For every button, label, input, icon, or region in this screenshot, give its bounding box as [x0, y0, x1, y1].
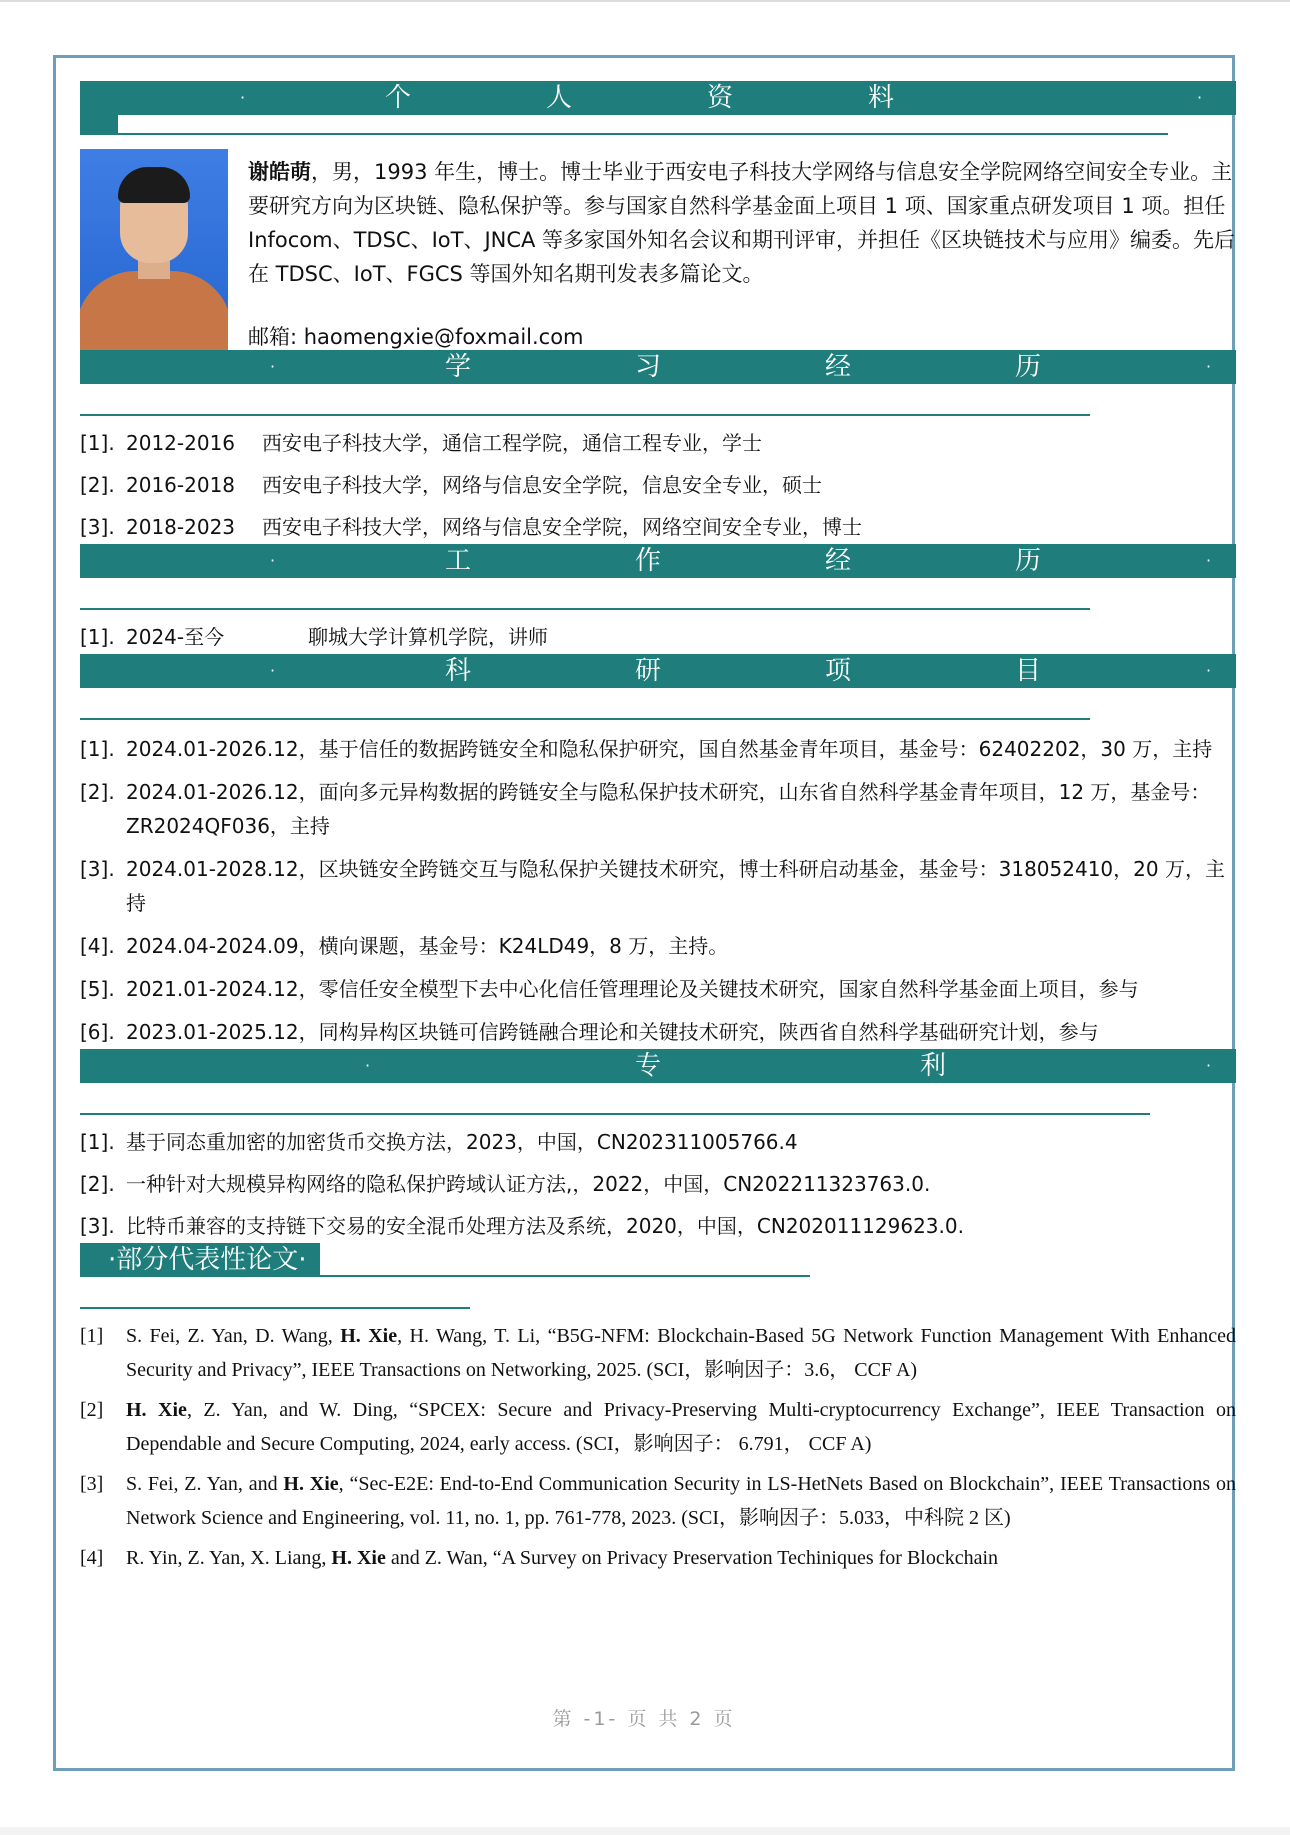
section-title-char: 目 [1015, 656, 1042, 686]
list-item: [1]. 2024.01-2026.12，基于信任的数据跨链安全和隐私保护研究，国自然基金青年项目，基金号：62402202，30 万，主持 [80, 737, 1213, 761]
bullet-dot: · [270, 661, 276, 680]
list-item: [3]. 2024.01-2028.12，区块链安全跨链交互与隐私保护关键技术研究，博士科研启动基金，基金号：318052410，20 万，主持 [80, 857, 1225, 915]
section-title-char: 工 [445, 546, 472, 576]
section-title-char: 作 [635, 546, 662, 576]
section-rule [80, 1113, 1150, 1115]
section-rule [80, 1307, 470, 1309]
section-header-patents [80, 1049, 1236, 1083]
section-header-papers [80, 1243, 320, 1277]
section-title-char: 经 [825, 546, 852, 576]
bullet-dot: · [1206, 357, 1212, 376]
section-title-char: 利 [920, 1051, 947, 1081]
bullet-dot: · [270, 551, 276, 570]
bullet-dot: · [1206, 661, 1212, 680]
bullet-dot: · [1206, 1056, 1212, 1075]
section-rule [320, 1275, 810, 1277]
list-item: [2]. 一种针对大规模异构网络的隐私保护跨域认证方法,，2022，中国，CN202211323763.0. [80, 1172, 931, 1196]
page-footer: 第 -1- 页 共 2 页 [552, 1708, 736, 1730]
profile-rule [80, 115, 1236, 135]
bullet-dot: · [270, 357, 276, 376]
top-divider [0, 0, 1290, 2]
bullet-dot: · [365, 1056, 371, 1075]
list-item: [4] R. Yin, Z. Yan, X. Liang, H. Xie and Z. Wan, “A Survey on Privacy Preservation Techiniques for Blockchain [80, 1547, 999, 1569]
section-title-char: 历 [1015, 546, 1042, 576]
profile-photo [80, 149, 228, 362]
list-item: [1]. 2012-2016 西安电子科技大学，通信工程学院，通信工程专业，学士 [80, 431, 762, 455]
section-rule [80, 414, 1090, 416]
profile-email: 邮箱: haomengxie@foxmail.com [248, 325, 584, 349]
section-title-char: 专 [635, 1051, 662, 1081]
list-item: [6]. 2023.01-2025.12，同构异构区块链可信跨链融合理论和关键技术研究，陕西省自然科学基础研究计划，参与 [80, 1020, 1099, 1044]
work-list [80, 620, 1236, 654]
profile-name: 谢皓萌 [248, 160, 311, 184]
section-title-char: 习 [635, 352, 662, 382]
resume-page [53, 55, 1235, 1771]
section-title-char: 历 [1015, 352, 1042, 382]
section-title-char: 经 [825, 352, 852, 382]
bullet-dot: · [1197, 88, 1203, 107]
education-list [80, 426, 1236, 544]
section-title-char: 人 [546, 83, 573, 113]
list-item: [2]. 2024.01-2026.12，面向多元异构数据的跨链安全与隐私保护技术研究，山东省自然科学基金青年项目，12 万，基金号：ZR2024QF036，主持 [80, 780, 1211, 838]
patents-list [80, 1125, 1236, 1243]
bullet-dot: · [240, 88, 246, 107]
profile-bio [248, 155, 1238, 291]
section-header-work [80, 544, 1236, 578]
projects-list [80, 732, 1236, 1049]
section-title-char: 料 [868, 83, 895, 113]
section-title-char: 科 [445, 656, 472, 686]
profile-block [80, 135, 1236, 350]
section-title-char: 个 [385, 83, 412, 113]
list-item: [3]. 2018-2023 西安电子科技大学，网络与信息安全学院，网络空间安全专业，博士 [80, 515, 862, 539]
bullet-dot: · [1206, 551, 1212, 570]
section-rule [80, 718, 1090, 720]
list-item: [1]. 基于同态重加密的加密货币交换方法，2023，中国，CN202311005766.4 [80, 1130, 798, 1154]
section-rule [80, 608, 1090, 610]
list-item: [2]. 2016-2018 西安电子科技大学，网络与信息安全学院，信息安全专业，硕士 [80, 473, 822, 497]
section-title-char: 资 [707, 83, 734, 113]
page-content [80, 81, 1236, 1581]
section-title-char: 项 [825, 656, 852, 686]
list-item: [3] S. Fei, Z. Yan, and H. Xie, “Sec-E2E: End-to-End Communication Security in LS-HetNets Based on Blockchain”, IEEE Transactions on Network Science and Engineering, vol. 11, no. 1, pp. 761-778, 2023. (SCI，影响因子：5.033，中科院 2 区) [80, 1473, 1236, 1529]
section-title-char: 研 [635, 656, 662, 686]
section-title: ·部分代表性论文· [108, 1245, 307, 1275]
papers-list [80, 1319, 1236, 1575]
list-item: [5]. 2021.01-2024.12，零信任安全模型下去中心化信任管理理论及关键技术研究，国家自然科学基金面上项目，参与 [80, 977, 1139, 1001]
bottom-band [0, 1827, 1290, 1835]
section-title-char: 学 [445, 352, 472, 382]
section-header-projects [80, 654, 1236, 688]
section-header-profile [80, 81, 1236, 115]
section-header-papers-row [80, 1243, 1236, 1277]
list-item: [4]. 2024.04-2024.09，横向课题，基金号：K24LD49，8 万，主持。 [80, 934, 729, 958]
list-item: [1]. 2024-至今 聊城大学计算机学院，讲师 [80, 625, 548, 649]
section-header-education [80, 350, 1236, 384]
list-item: [1] S. Fei, Z. Yan, D. Wang, H. Xie, H. Wang, T. Li, “B5G-NFM: Blockchain-Based 5G Network Function Management With Enhanced Security and Privacy”, IEEE Transactions on Networking, 2025. (SCI，影响因子：3.6， CCF A) [80, 1325, 1236, 1381]
list-item: [3]. 比特币兼容的支持链下交易的安全混币处理方法及系统，2020，中国，CN202011129623.0. [80, 1214, 964, 1238]
list-item: [2] H. Xie, Z. Yan, and W. Ding, “SPCEX: Secure and Privacy-Preserving Multi-cryptocurrency Exchange”, IEEE Transaction on Dependable and Secure Computing, 2024, early access. (SCI，影响因子： 6.791， CCF A) [80, 1399, 1236, 1455]
profile-bio-text: ，男，1993 年生，博士。博士毕业于西安电子科技大学网络与信息安全学院网络空间安全专业。主要研究方向为区块链、隐私保护等。参与国家自然科学基金面上项目 1 项、国家重点研发项目 1 项。担任 Infocom、TDSC、IoT、JNCA 等多家国外知名会议和期刊评审，并担任《区块链技术与应用》编委。先后在 TDSC、IoT、FGCS 等国外知名期刊发表多篇论文。 [248, 160, 1236, 286]
